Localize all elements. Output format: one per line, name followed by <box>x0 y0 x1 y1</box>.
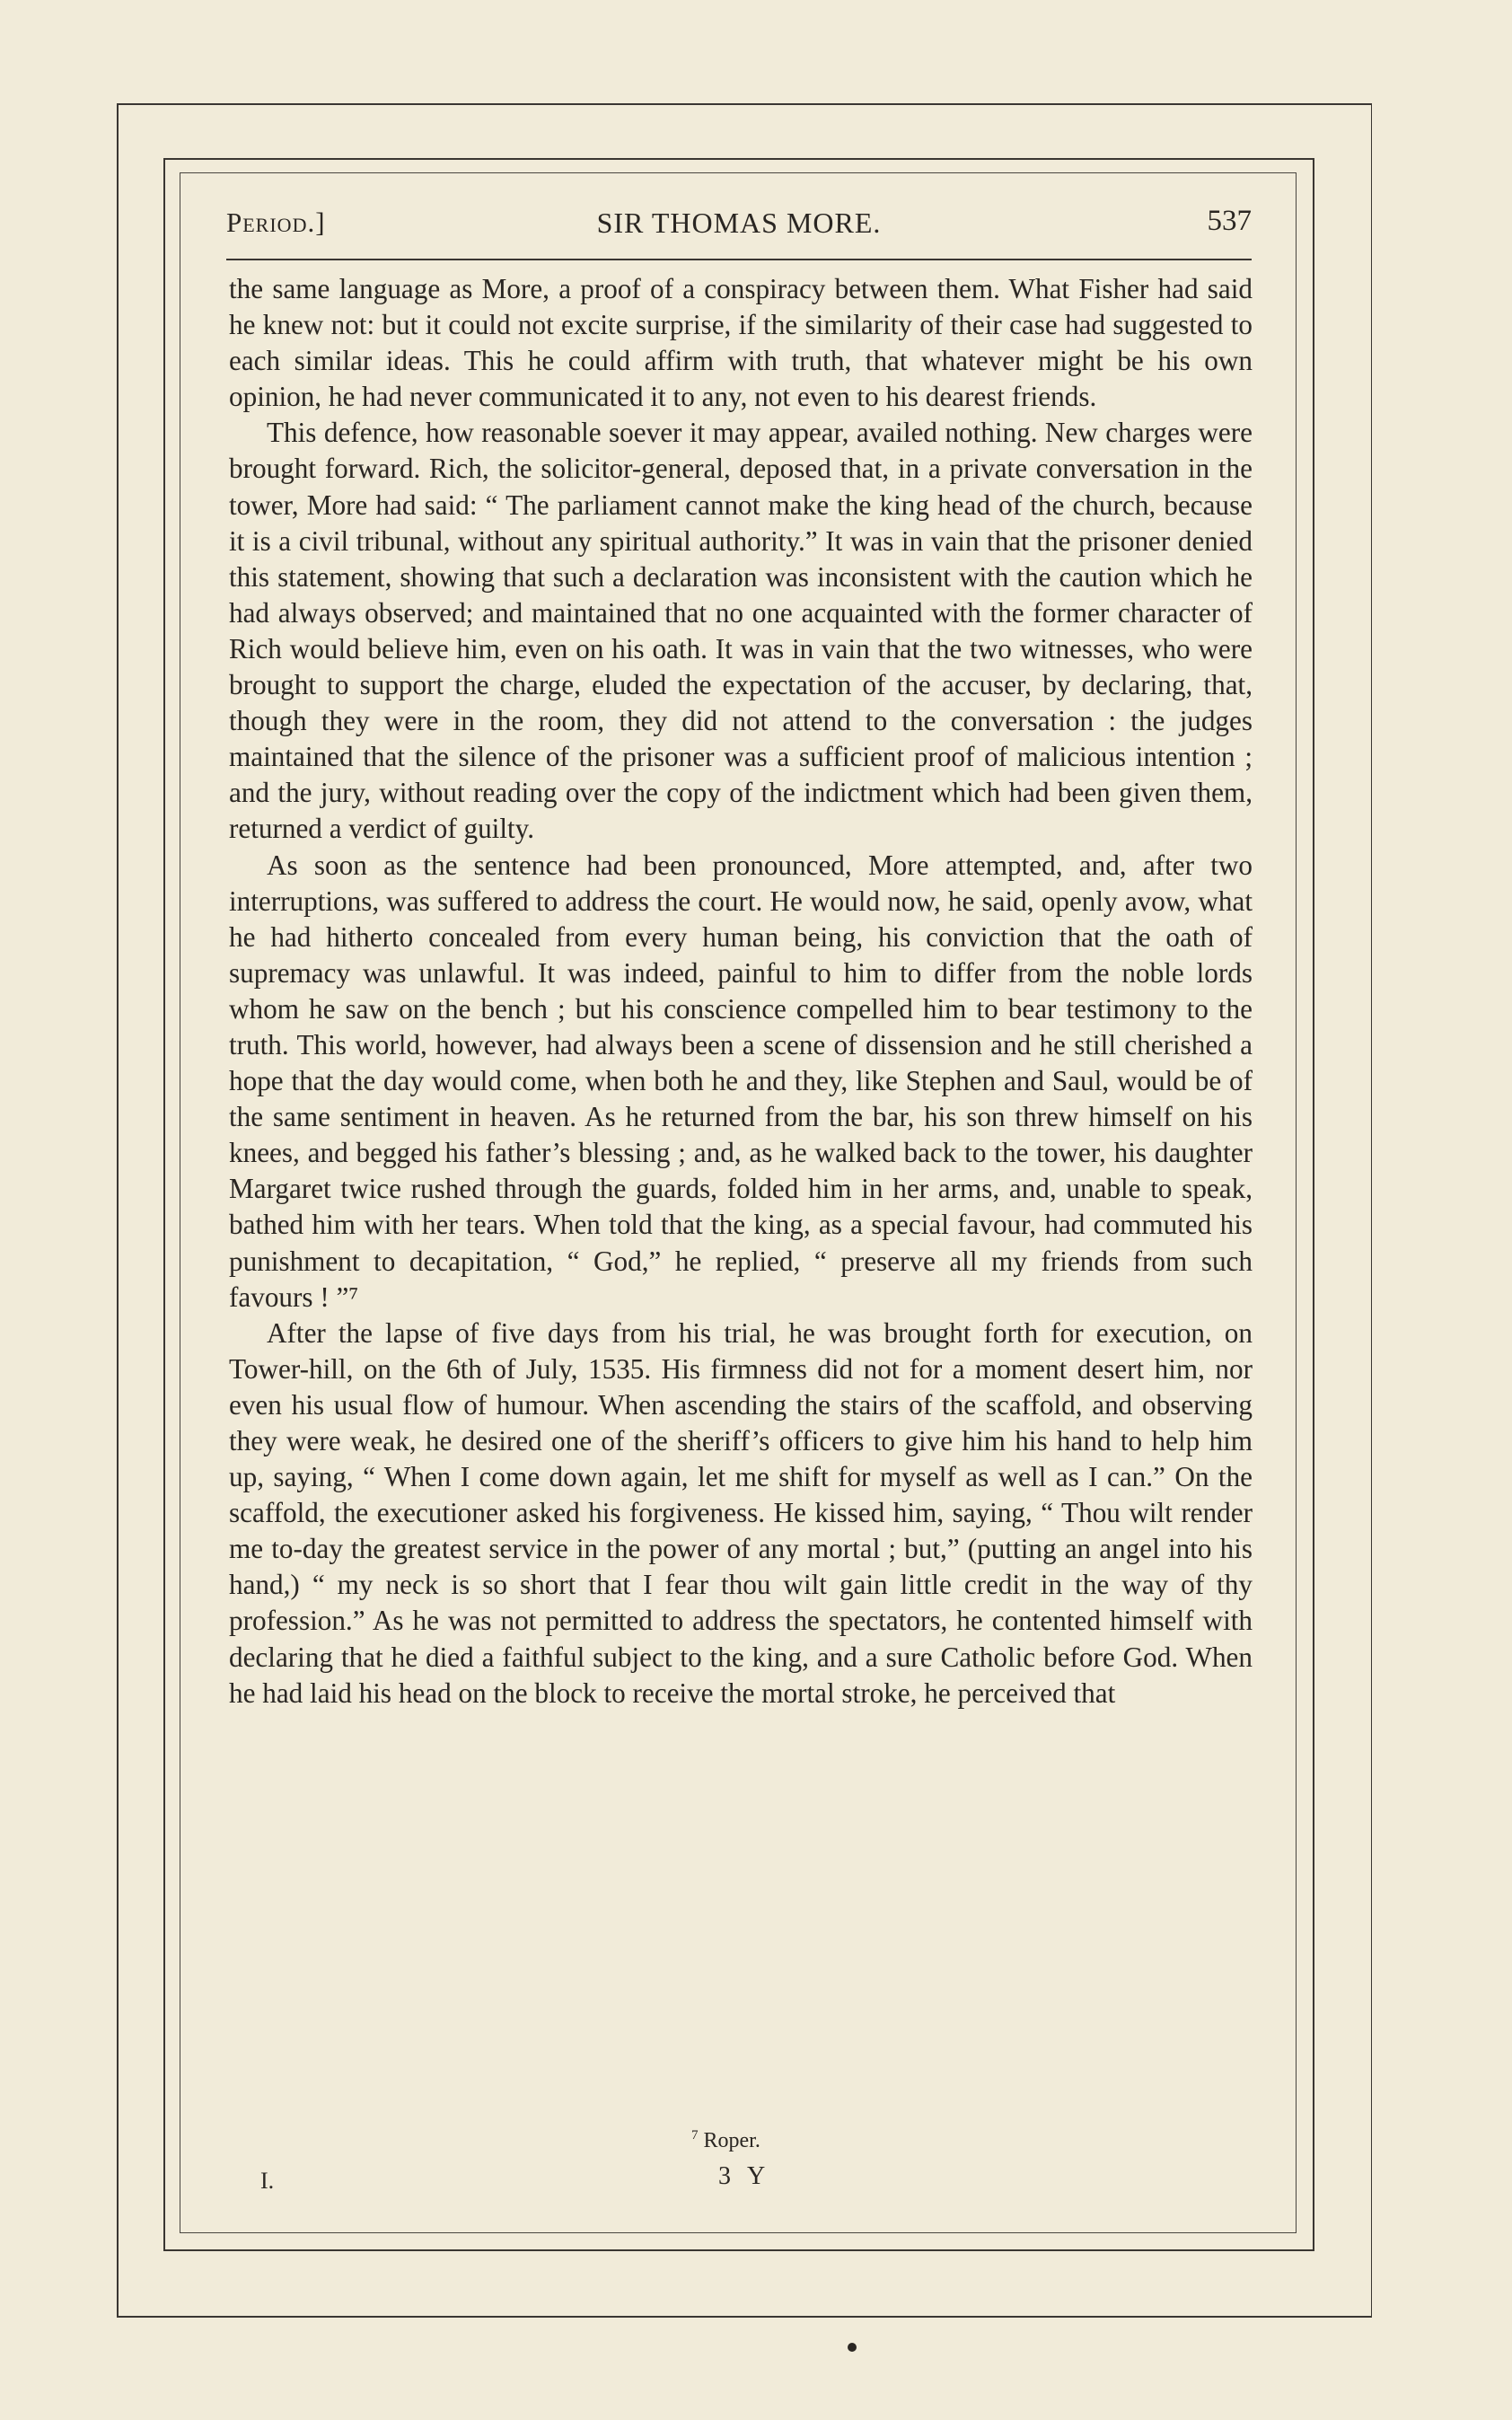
header-rule <box>226 259 1252 260</box>
footnote <box>691 2128 760 2153</box>
volume-signature: I. <box>260 2168 275 2194</box>
paragraph: After the lapse of five days from his trial, he was brought forth for execution, on Tower-hill, on the 6th of July, 1535. His firmness did not for a moment desert him, nor even his usual flow of humour. When ascending the stairs of the scaffold, and observing they were weak, he desired one of the sheriff’s officers to give him his hand to help him up, saying, “ When I come down again, let me shift for myself as well as I can.” On the scaffold, the executioner asked his forgiveness. He kissed him, saying, “ Thou wilt render me to-day the greatest service in the power of any mortal ; but,” (putting an angel into his hand,) “ my neck is so short that I fear thou wilt gain little credit in the way of thy profession.” As he was not permitted to address the spectators, he contented himself with declaring that he died a faithful subject to the king, and a sure Catholic before God. When he had laid his head on the block to receive the mortal stroke, he perceived that <box>229 1316 1253 1709</box>
running-header <box>226 201 1252 246</box>
paragraph: This defence, how reasonable soever it may appear, availed nothing. New charges were brought forward. Rich, the solicitor-general, deposed that, in a private conversation in the tower, More had said: “ The parliament cannot make the king head of the church, because it is a civil tribunal, without any spiritual authority.” It was in vain that the prisoner denied this statement, showing that such a declaration was inconsistent with the caution which he had always observed; and maintained that no one acquainted with the former character of Rich would believe him, even on his oath. It was in vain that the two witnesses, who were brought to support the charge, eluded the expectation of the accuser, by declaring, that, though they were in the room, they did not attend to the conversation : the judges maintained that the silence of the prisoner was a sufficient proof of malicious intention ; and the jury, without reading over the copy of the indictment which had been given them, returned a verdict of guilty. <box>229 417 1253 845</box>
gathering-signature: 3 Y <box>718 2162 771 2190</box>
paragraph: the same language as More, a proof of a conspiracy between them. What Fisher had said he knew not: but it could not excite surprise, if the similarity of their case had suggested to each similar ideas. This he could affirm with truth, that whatever might be his own opinion, he had never communicated it to any, not even to his dearest friends. <box>229 273 1253 413</box>
header-period: Period.] <box>226 207 326 238</box>
paragraph: As soon as the sentence had been pronounced, More attempted, and, after two interruptions, was suffered to address the court. He would now, he said, openly avow, what he had hitherto concealed from every human being, his conviction that the oath of supremacy was unlawful. It was indeed, painful to him to differ from the noble lords whom he saw on the bench ; but his conscience compelled him to bear testimony to the truth. This world, however, had always been a scene of dissension and he still cherished a hope that the day would come, when both he and they, like Stephen and Saul, would be of the same sentiment in heaven. As he returned from the bar, his son threw himself on his knees, and begged his father’s blessing ; and, as he walked back to the tower, his daughter Margaret twice rushed through the guards, folded him in her arms, and, unable to speak, bathed him with her tears. When told that the king, as a special favour, had commuted his punishment to decapitation, “ God,” he replied, “ preserve all my friends from such favours ! ”⁷ <box>229 849 1253 1313</box>
footnote-text: Roper. <box>703 2129 760 2152</box>
ink-dot <box>848 2343 857 2352</box>
header-title: SIR THOMAS MORE. <box>596 207 882 239</box>
page-number: 537 <box>1207 205 1252 237</box>
body-text <box>229 271 1253 1712</box>
footnote-marker: 7 <box>691 2128 699 2143</box>
